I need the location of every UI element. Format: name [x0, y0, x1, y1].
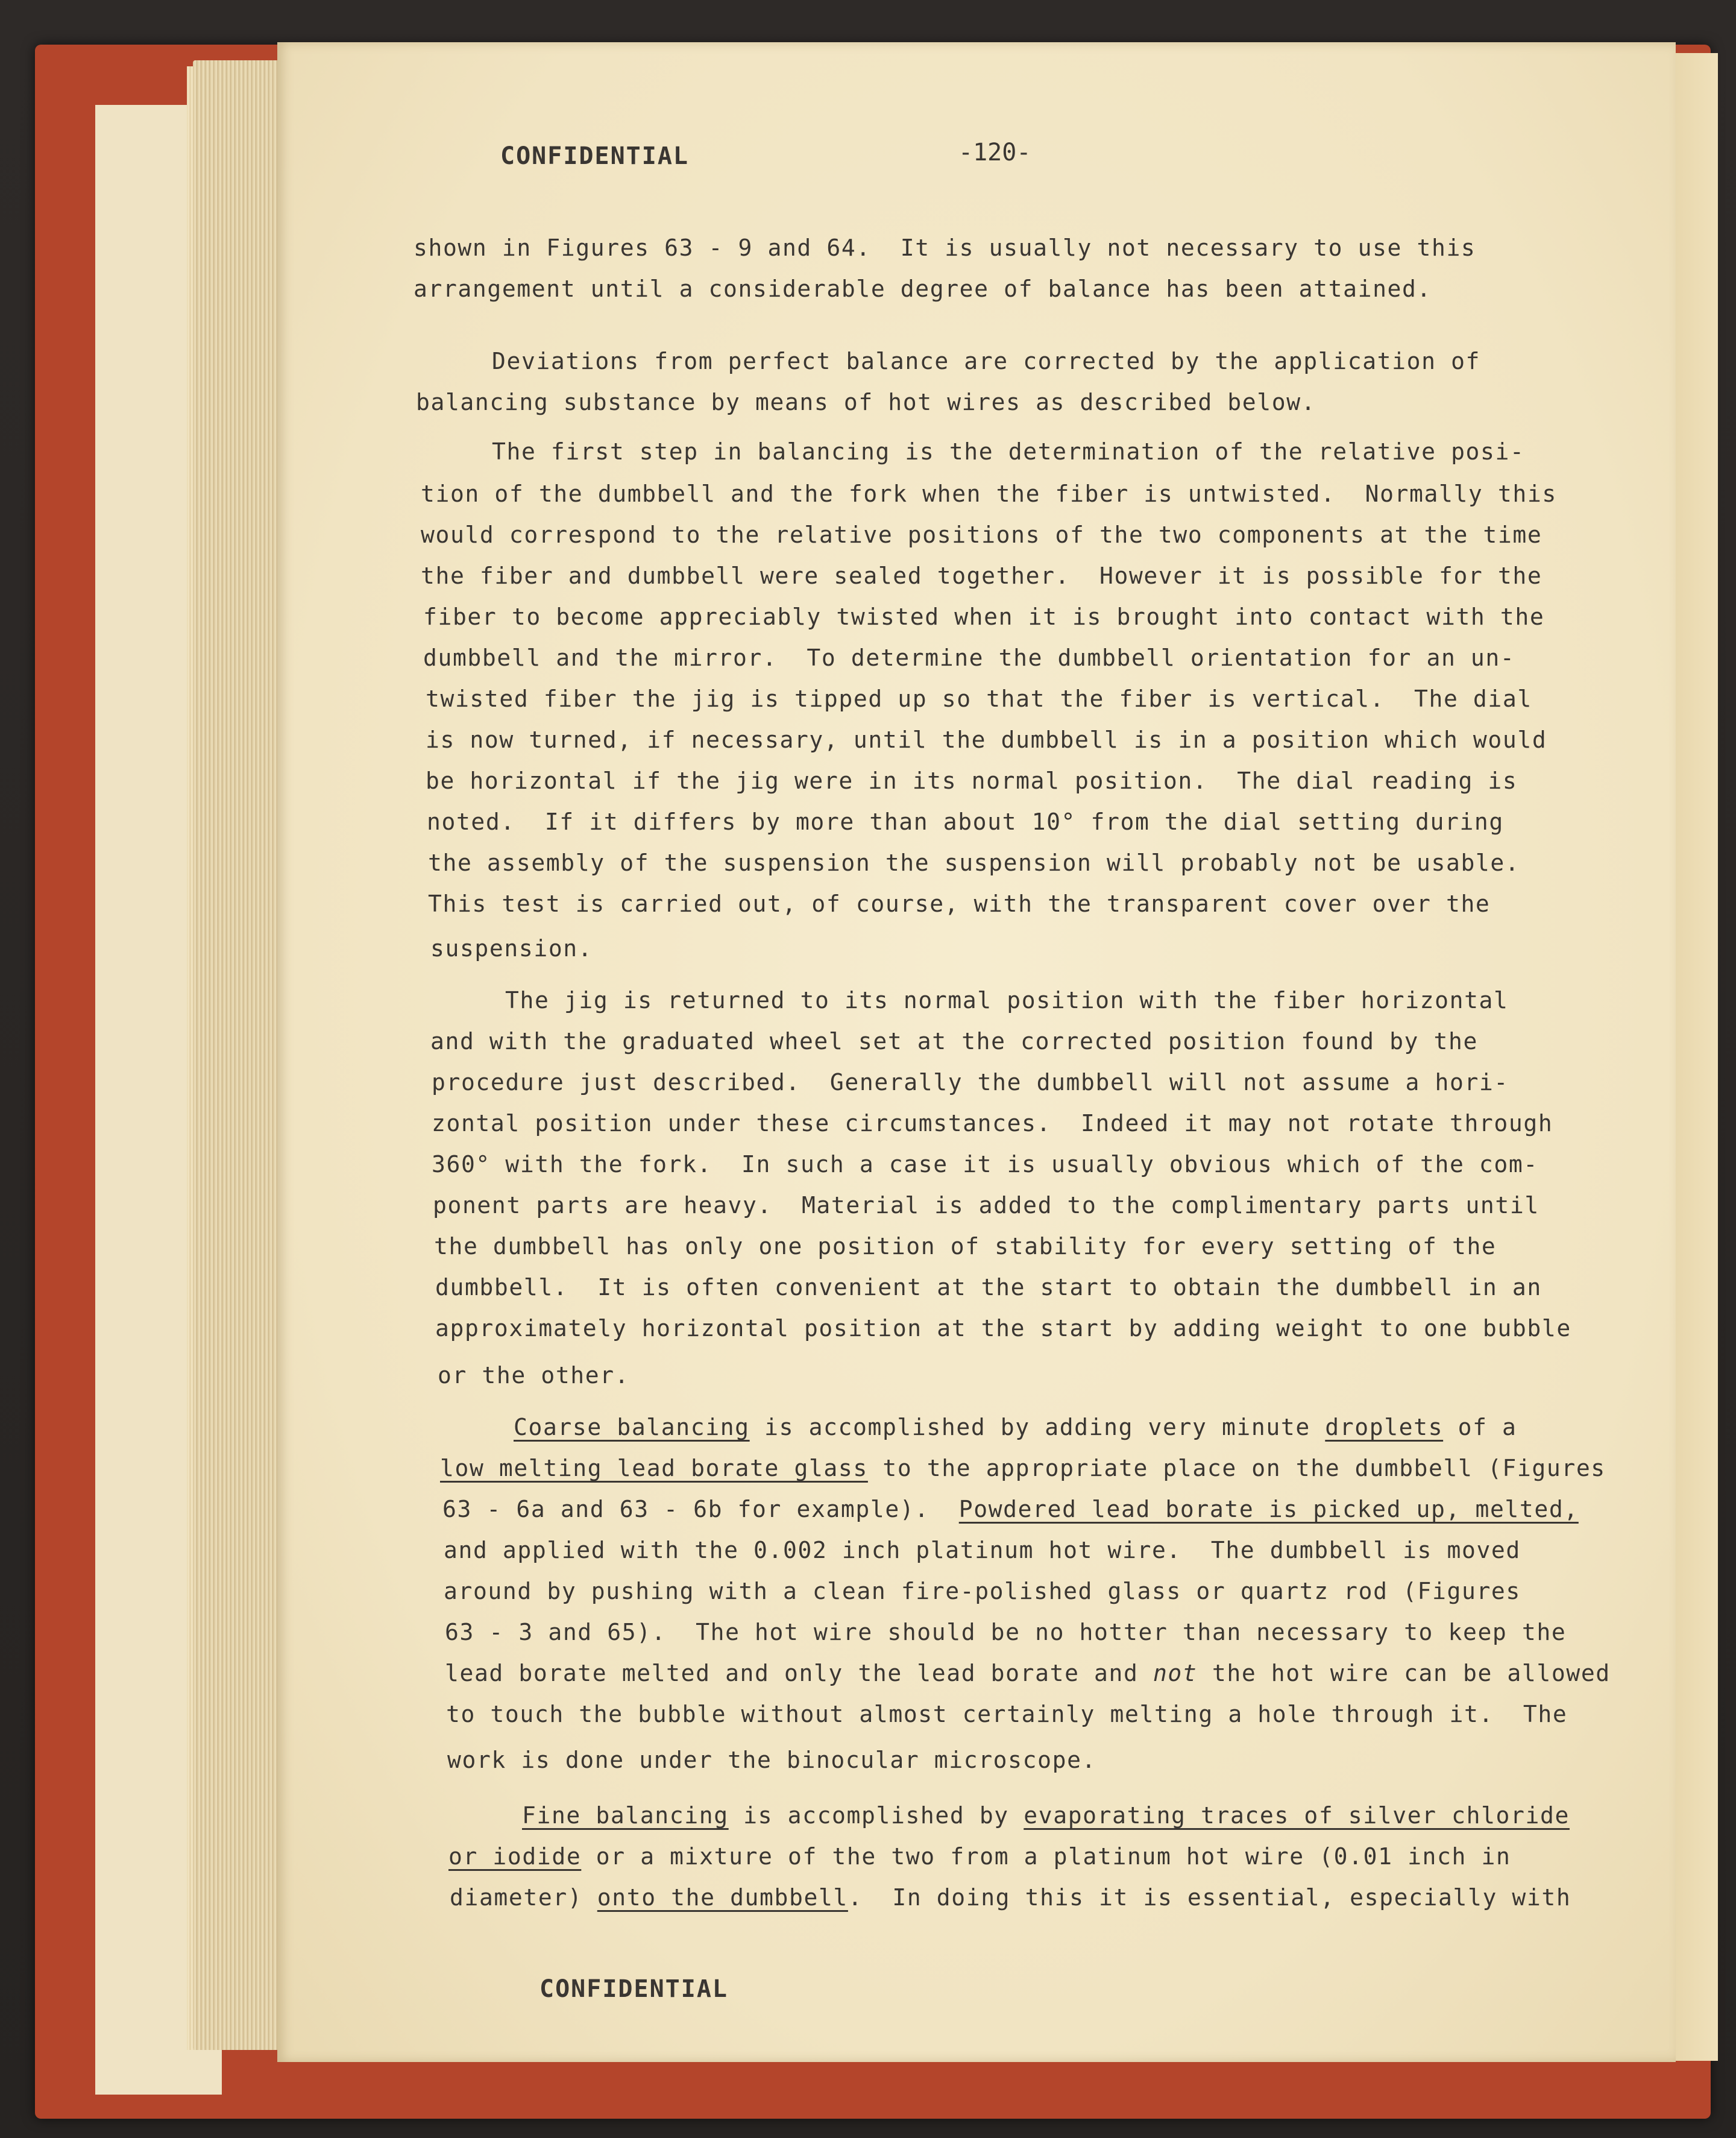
text-line: balancing substance by means of hot wires as described below. [416, 389, 1316, 415]
text-line [442, 1498, 1579, 1521]
text-line [445, 1662, 1611, 1685]
text-run: is accomplished by adding very minute [749, 1414, 1326, 1440]
text-line [522, 1804, 1570, 1827]
text-line: shown in Figures 63 - 9 and 64. It is usually not necessary to use this [414, 235, 1476, 261]
text-run: 63 - 6a and 63 - 6b for example). [442, 1496, 959, 1522]
text-line: This test is carried out, of course, with the transparent cover over the [428, 891, 1491, 917]
text-line: ponent parts are heavy. Material is added to the complimentary parts until [433, 1192, 1539, 1219]
underlined-term: Fine balancing [522, 1802, 729, 1829]
text-line: The jig is returned to its normal position with the fiber horizontal [505, 987, 1509, 1014]
page-number: -120- [958, 139, 1031, 166]
text-line: zontal position under these circumstances. Indeed it may not rotate through [432, 1110, 1553, 1137]
text-line: procedure just described. Generally the dumbbell will not assume a hori- [432, 1069, 1509, 1096]
text-line: The first step in balancing is the determination of the relative posi- [492, 438, 1525, 465]
text-line: tion of the dumbbell and the fork when the fiber is untwisted. Normally this [421, 481, 1557, 507]
text-line: the assembly of the suspension the suspension will probably not be usable. [428, 850, 1520, 876]
page-stack-edge [193, 60, 289, 2050]
text-line [514, 1416, 1517, 1439]
text-line: arrangement until a considerable degree of balance has been attained. [414, 276, 1432, 302]
page-header-classification: CONFIDENTIAL [500, 142, 689, 170]
underlined-term: or iodide [448, 1843, 582, 1870]
text-line: fiber to become appreciably twisted when it is brought into contact with the [423, 604, 1545, 630]
underlined-term: evaporating traces of silver chloride [1024, 1802, 1570, 1829]
text-line: and with the graduated wheel set at the corrected position found by the [430, 1028, 1478, 1055]
text-line: would correspond to the relative positions of the two components at the time [421, 522, 1543, 548]
text-line: be horizontal if the jig were in its normal position. The dial reading is [426, 768, 1518, 794]
text-line: twisted fiber the jig is tipped up so that the fiber is vertical. The dial [426, 686, 1532, 712]
text-line [450, 1886, 1571, 1909]
text-line [440, 1457, 1606, 1480]
page-footer-classification: CONFIDENTIAL [539, 1975, 728, 2003]
text-line: dumbbell. It is often convenient at the start to obtain the dumbbell in an [435, 1274, 1542, 1301]
underlined-term: Coarse balancing [514, 1414, 750, 1440]
underlined-term: low melting lead borate glass [440, 1455, 868, 1481]
text-run: is accomplished by [728, 1802, 1024, 1829]
text-line [448, 1845, 1511, 1868]
text-run: to the appropriate place on the dumbbell (Figures [867, 1455, 1606, 1481]
text-run: diameter) [450, 1884, 597, 1911]
text-line: or the other. [438, 1362, 630, 1389]
text-run: the hot wire can be allowed [1197, 1660, 1611, 1686]
text-line: 63 - 3 and 65). The hot wire should be no hotter than necessary to keep the [445, 1619, 1567, 1645]
text-line: approximately horizontal position at the start by adding weight to one bubble [435, 1315, 1571, 1342]
text-line: Deviations from perfect balance are corrected by the application of [492, 348, 1481, 374]
text-run: of a [1443, 1414, 1517, 1440]
underlined-term: onto the dumbbell [597, 1884, 848, 1911]
text-line: work is done under the binocular microscope. [447, 1747, 1097, 1773]
underlined-term: Powdered lead borate is picked up, melted, [958, 1496, 1579, 1522]
text-line: the fiber and dumbbell were sealed together. However it is possible for the [421, 563, 1543, 589]
text-run: lead borate melted and only the lead borate and [445, 1660, 1153, 1686]
text-line: the dumbbell has only one position of stability for every setting of the [434, 1233, 1497, 1260]
text-line: noted. If it differs by more than about 10° from the dial setting during [427, 809, 1504, 835]
underlined-term: droplets [1325, 1414, 1444, 1440]
text-line: to touch the bubble without almost certainly melting a hole through it. The [446, 1701, 1568, 1727]
text-line: around by pushing with a clean fire-polished glass or quartz rod (Figures [444, 1578, 1521, 1604]
text-run: . In doing this it is essential, especially with [848, 1884, 1571, 1911]
facing-page-edge [1676, 53, 1718, 2061]
text-line: and applied with the 0.002 inch platinum hot wire. The dumbbell is moved [444, 1537, 1521, 1563]
text-run: or a mixture of the two from a platinum hot wire (0.01 inch in [581, 1843, 1511, 1870]
text-line: is now turned, if necessary, until the dumbbell is in a position which would [426, 727, 1547, 753]
text-line: 360° with the fork. In such a case it is usually obvious which of the com- [432, 1151, 1538, 1178]
text-line: suspension. [430, 935, 593, 962]
emphasized-term: not [1153, 1660, 1198, 1686]
text-line: dumbbell and the mirror. To determine the dumbbell orientation for an un- [423, 645, 1515, 671]
